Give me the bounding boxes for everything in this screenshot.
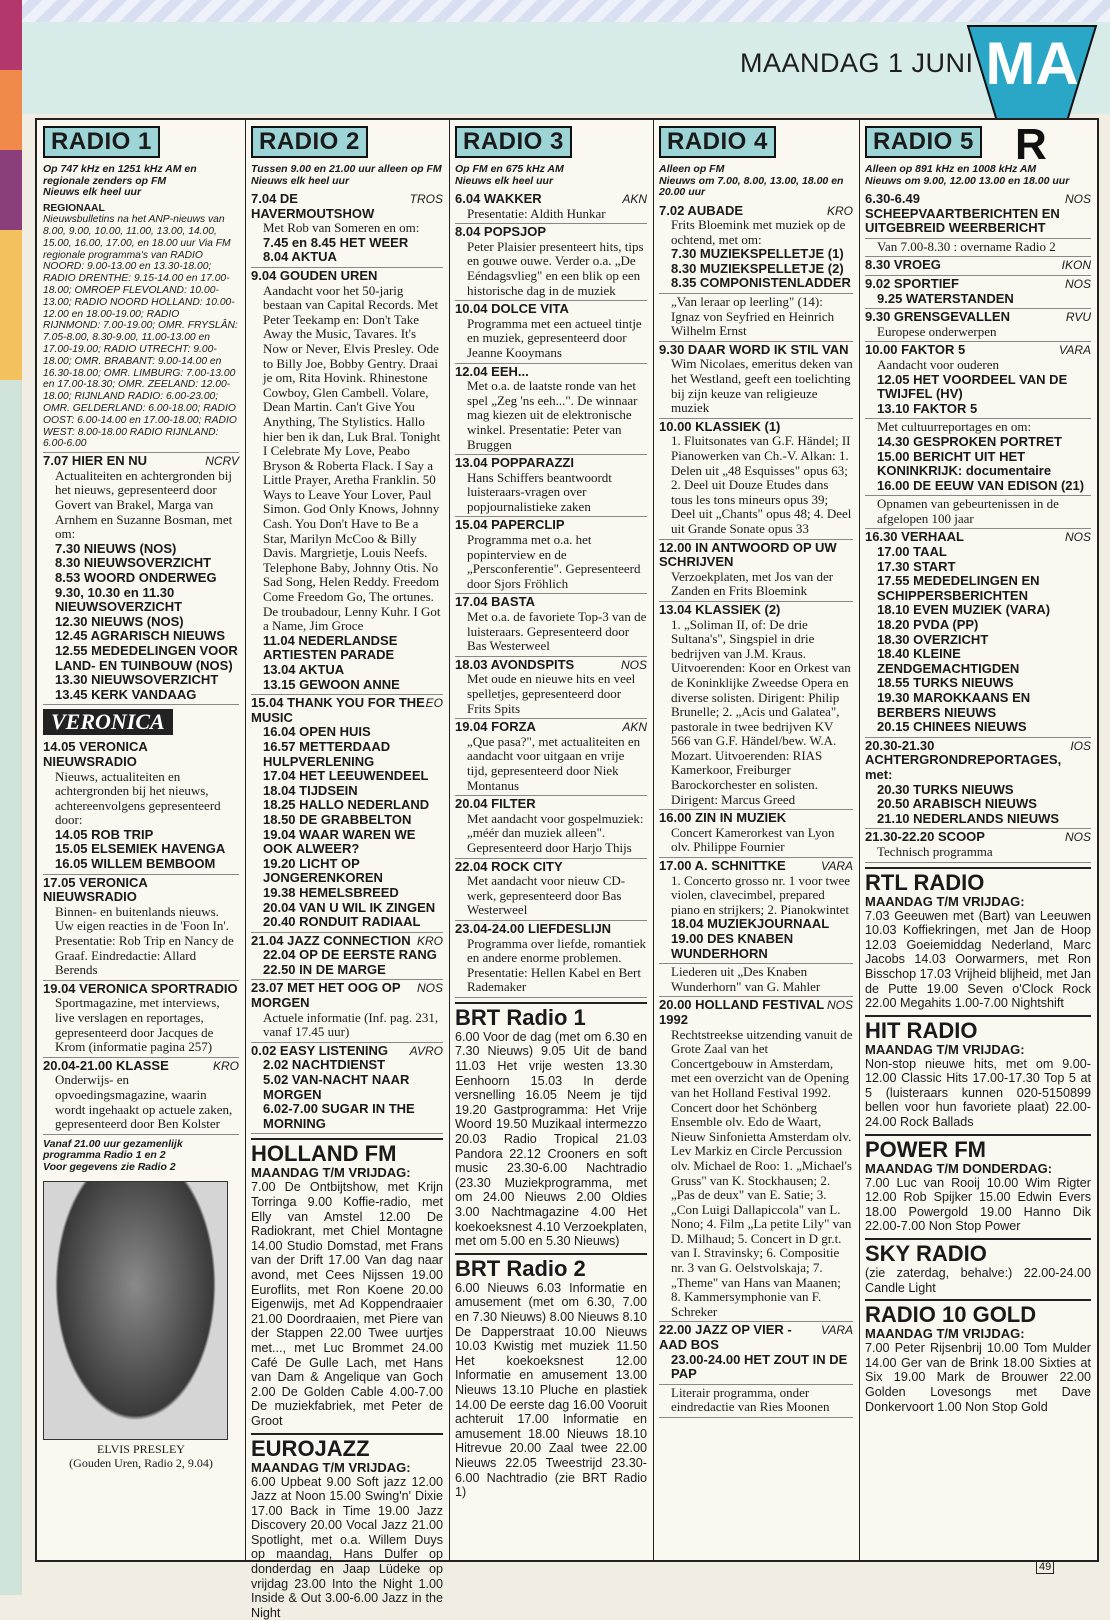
program-time-title: 7.04 DE HAVERMOUTSHOW bbox=[251, 192, 410, 221]
radio3-info: Op FM en 675 kHz AM Nieuws elk heel uur bbox=[455, 164, 647, 187]
program-description: Wim Nicolaes, emeritus deken van het Westland, geeft een toelichting bij zijn keuze van religieuze muziek bbox=[659, 357, 853, 415]
color-band bbox=[0, 0, 22, 1595]
program-entry bbox=[455, 455, 647, 517]
program-time-title: 22.04 ROCK CITY bbox=[455, 860, 563, 875]
r-badge: R bbox=[1015, 120, 1047, 170]
program-subitems: 7.45 en 8.45 HET WEER 8.04 AKTUA bbox=[251, 236, 443, 265]
program-entry bbox=[455, 921, 647, 998]
program-time-title: 12.04 EEH... bbox=[455, 365, 529, 380]
program-entry bbox=[251, 695, 443, 933]
program-entry bbox=[865, 419, 1091, 496]
broadcaster-tag: AVRO bbox=[410, 1044, 443, 1059]
holland-fm-title: HOLLAND FM bbox=[251, 1138, 443, 1166]
broadcaster-tag: VARA bbox=[821, 1323, 853, 1352]
program-subitems: 14.30 GESPROKEN PORTRET 15.00 BERICHT UIT HET KONINKRIJK: documentaire 16.00 DE EEUW VAN EDISON (21) bbox=[865, 435, 1091, 493]
brt2-title: BRT Radio 2 bbox=[455, 1253, 647, 1281]
radio3-entries bbox=[455, 191, 647, 998]
program-entry bbox=[455, 859, 647, 921]
radio3-title: RADIO 3 bbox=[455, 126, 572, 158]
program-subitems: 14.05 ROB TRIP 15.05 ELSEMIEK HAVENGA 16.05 WILLEM BEMBOOM bbox=[43, 828, 239, 872]
program-title bbox=[659, 1323, 853, 1352]
program-title bbox=[455, 192, 647, 207]
program-time-title: 17.00 A. SCHNITTKE bbox=[659, 859, 786, 874]
program-description: Programma met een actueel tintje en muziek, gepresenteerd door Jeanne Kooymans bbox=[455, 317, 647, 361]
program-description: Actuele informatie (Inf. pag. 231, vanaf 17.45 uur) bbox=[251, 1011, 443, 1040]
program-description: Peter Plaisier presenteert hits, tips en gouwe ouwe. Verder o.a. „De Eéndagsvlieg" en een blik op een historische dag in de muziek bbox=[455, 240, 647, 298]
program-description: Van 7.00-8.30 : overname Radio 2 bbox=[865, 240, 1091, 255]
broadcaster-tag: NOS bbox=[621, 658, 647, 673]
program-entry bbox=[659, 294, 853, 342]
program-time-title: 6.04 WAKKER bbox=[455, 192, 542, 207]
program-time-title: 20.04-21.00 KLASSE bbox=[43, 1059, 169, 1074]
program-entry bbox=[455, 657, 647, 719]
program-description: Aandacht voor ouderen bbox=[865, 358, 1091, 373]
program-entry bbox=[865, 309, 1091, 342]
program-title bbox=[455, 860, 647, 875]
radio5-entries bbox=[865, 191, 1091, 863]
program-time-title: 17.05 VERONICA NIEUWSRADIO bbox=[43, 876, 239, 905]
radio1-column bbox=[43, 126, 239, 1554]
hit-sub: MAANDAG T/M VRIJDAG: bbox=[865, 1043, 1091, 1057]
regional-text: Nieuwsbulletins na het ANP-nieuws van 8.00, 9.00, 10.00, 11.00, 13.00, 14.00, 15.00, 16.00, 17.00, en 18.00 uur Via FM regionale programma's van RADIO NOORD: 9.00-13.00 en 13.30-18.00; RADIO DRENTHE: 9.15-14.00 en 17.00-18.00; OMROEP FLEVOLAND: 10.00-13.00; RADIO NOORD HOLLAND: 10.00-12.00 en 18.00-19.00; RADIO RIJNMOND: 7.00-19.00; OMR. FRYSLÂN: 7.05-8.00, 8.30-9.00, 11.00-13.00 en 17.00-19.00; RADIO UTRECHT: 9.00-18.00; OMR. BRABANT: 9.00-14.00 en 16.30-18.00; OMR. LIMBURG: 7.00-13.00 en 17.00-18.30; OMR. ZEELAND: 12.00-18.00; RIJNLAND RADIO: 6.00-23.00; OMR. GELDERLAND: 6.00-18.00; RADIO OOST: 6.00-14.00 en 17.00-18.00; RADIO WEST: 8.00-18.00 RADIO RIJNLAND: 6.00-6.00 bbox=[43, 214, 238, 449]
broadcaster-tag: IOS bbox=[1070, 739, 1091, 783]
program-subitems: 2.02 NACHTDIENST 5.02 VAN-NACHT NAAR MORGEN 6.02-7.00 SUGAR IN THE MORNING bbox=[251, 1058, 443, 1131]
program-entry bbox=[865, 496, 1091, 529]
program-description: Sportmagazine, met interviews, live verslagen en reportages, gepresenteerd door Jacques de Krom (informatie pagina 257) bbox=[43, 996, 239, 1054]
rtl-sub: MAANDAG T/M VRIJDAG: bbox=[865, 895, 1091, 909]
radio1-note: Vanaf 21.00 uur gezamenlijk programma Radio 1 en 2 Voor gegevens zie Radio 2 bbox=[43, 1139, 239, 1174]
broadcaster-tag: KRO bbox=[827, 204, 853, 219]
program-time-title: 10.00 KLASSIEK (1) bbox=[659, 420, 780, 435]
program-entry bbox=[659, 342, 853, 419]
radio1-title: RADIO 1 bbox=[43, 126, 160, 158]
program-time-title: 10.04 DOLCE VITA bbox=[455, 302, 569, 317]
program-title bbox=[251, 696, 443, 725]
radio2-column bbox=[251, 126, 443, 1554]
broadcaster-tag: KRO bbox=[213, 1059, 239, 1074]
power-text: 7.00 Luc van Rooij 10.00 Wim Rigter 12.00 Rob Spijker 15.00 Edwin Evers 18.00 Powergold 19.00 Hanno Dik 22.00-7.00 Non Stop Power bbox=[865, 1176, 1091, 1234]
program-description: Binnen- en buitenlands nieuws. Uw eigen reacties in de 'Foon In'. Presentatie: Rob Trip en Nancy de Graaf. Eindredactie: Allard Berends bbox=[43, 905, 239, 978]
program-entry bbox=[659, 810, 853, 858]
program-entry bbox=[455, 364, 647, 456]
program-title bbox=[251, 192, 443, 221]
program-time-title: 16.00 ZIN IN MUZIEK bbox=[659, 811, 786, 826]
program-entry bbox=[455, 224, 647, 301]
program-entry bbox=[659, 419, 853, 540]
radio10-title: RADIO 10 GOLD bbox=[865, 1299, 1091, 1327]
program-time-title: 17.04 BASTA bbox=[455, 595, 535, 610]
program-title bbox=[455, 302, 647, 317]
program-title bbox=[43, 982, 239, 997]
program-description: „Que pasa?", met actualiteiten en aandacht voor uitgaan en vrije tijd, gepresenteerd door Niek Montanus bbox=[455, 735, 647, 793]
program-entry bbox=[659, 602, 853, 810]
brt1-title: BRT Radio 1 bbox=[455, 1002, 647, 1030]
program-description: Met Rob van Someren en om: bbox=[251, 221, 443, 236]
program-time-title: 6.30-6.49 SCHEEPVAARTBERICHTEN EN UITGEBREID WEERBERICHT bbox=[865, 192, 1065, 236]
program-description: Nieuws, actualiteiten en achtergronden bij het nieuws, achtereenvolgens gepresenteerd door: bbox=[43, 770, 239, 828]
program-description: 1. „Soliman II, of: De drie Sultana's", Singspiel in drie bedrijven van J.M. Kraus. Uitvoerenden: Koor en Orkest van de Koninklijke Zweedse Opera en diverse solisten. Dirigent: Philip Brunelle; 2. „Acis und Galatea", pastorale in twee bedrijven KV 566 van G.F. Händel/bew. W.A. Mozart. Uitvoerenden: RIAS Kamerkoor, Freiburger Barockorchester en solisten. Dirigent: Marcus Greed bbox=[659, 618, 853, 808]
veronica-logo: VERONICA bbox=[43, 709, 173, 735]
broadcaster-tag: NOS bbox=[1065, 277, 1091, 292]
program-description: „Van leraar op leerling" (14): Ignaz von Seyfried en Heinrich Wilhelm Ernst bbox=[659, 295, 853, 339]
program-entry bbox=[659, 1322, 853, 1384]
program-title bbox=[455, 595, 647, 610]
radio4-entries bbox=[659, 203, 853, 1419]
program-time-title: 7.02 AUBADE bbox=[659, 204, 743, 219]
radio4-column bbox=[659, 126, 853, 1554]
broadcaster-tag: RVU bbox=[1066, 310, 1091, 325]
program-title bbox=[659, 603, 853, 618]
program-time-title: 8.30 VROEG bbox=[865, 258, 941, 273]
program-title bbox=[659, 541, 853, 570]
eurojazz-text: 6.00 Upbeat 9.00 Soft jazz 12.00 Jazz at Noon 15.00 Swing'n' Dixie 17.00 Back in Time 19.00 Jazz Discovery 20.00 Vocal Jazz 21.00 Spotlight, met o.a. Willem Duys op maandag, Hans Dulfer op donderdag en Jaap Lüdeke op vrijdag 23.00 Into the Night 1.00 Inside & Out 3.00-6.00 Jazz in the Night bbox=[251, 1475, 443, 1620]
program-title bbox=[455, 225, 647, 240]
program-time-title: 15.04 PAPERCLIP bbox=[455, 518, 565, 533]
broadcaster-tag: VARA bbox=[1059, 343, 1091, 358]
program-subitems: 22.04 OP DE EERSTE RANG 22.50 IN DE MARGE bbox=[251, 948, 443, 977]
brt2-text: 6.00 Nieuws 6.03 Informatie en amusement (met om 6.30, 7.00 en 7.30 Nieuws) 8.00 Nieuws 8.10 De Dapperstraat 10.00 Nieuws 10.03 Kwistig met muziek 11.50 Het koekoeksnest 12.00 Informatie en amusement 13.00 Nieuws 13.10 Pluche en plastiek 14.00 De eerste dag 16.00 Vooruit achteruit 17.00 Informatie en amusement 18.00 Nieuws 18.10 Hitrevue 20.00 Zaal twee 22.00 Nieuws 22.05 Tweestrijd 23.30-6.00 Nachtradio (zie BRT Radio 1) bbox=[455, 1281, 647, 1500]
program-title bbox=[251, 981, 443, 1010]
program-title bbox=[865, 343, 1091, 358]
program-subitems: 12.05 HET VOORDEEL VAN DE TWIJFEL (HV) 13.10 FAKTOR 5 bbox=[865, 373, 1091, 417]
eurojazz-title: EUROJAZZ bbox=[251, 1433, 443, 1461]
broadcaster-tag: NOS bbox=[417, 981, 443, 1010]
program-description: Met oude en nieuwe hits en veel spelletjes, gepresenteerd door Frits Spits bbox=[455, 672, 647, 716]
program-entry bbox=[865, 239, 1091, 258]
program-subitems: 11.04 NEDERLANDSE ARTIESTEN PARADE 13.04 AKTUA 13.15 GEWOON ANNE bbox=[251, 634, 443, 692]
program-title bbox=[659, 204, 853, 219]
program-entry bbox=[455, 719, 647, 796]
program-subitems: 7.30 MUZIEKSPELLETJE (1) 8.30 MUZIEKSPELLETJE (2) 8.35 COMPONISTENLADDER bbox=[659, 247, 853, 291]
program-entry bbox=[251, 933, 443, 981]
program-description: 1. Fluitsonates van G.F. Händel; II Pianowerken van Ch.-V. Alkan: 1. Delen uit „48 Esquisses" opus 63; 2. Deel uit Douze Etudes dans tous les tons mineurs opus 39; Deel uit „Chants" opus 48; 4. Deel uit Grande Sonate opus 33 bbox=[659, 434, 853, 536]
program-title bbox=[865, 192, 1091, 236]
program-description: Onderwijs- en opvoedingsmagazine, waarin wordt ingehaakt op actuele zaken, gepresenteerd door Ben Kolster bbox=[43, 1073, 239, 1131]
program-title bbox=[43, 1059, 239, 1074]
program-time-title: 9.02 SPORTIEF bbox=[865, 277, 959, 292]
radio5-title: RADIO 5 bbox=[865, 126, 982, 158]
holland-fm-text: 7.00 De Ontbijtshow, met Krijn Torringa 9.00 Koffie-radio, met Elly van Amstel 12.00 De Radiokrant, met Chiel Montagne 14.00 Studio Domstad, met Frans van der Drift 17.00 Van dag naar avond, met Cees Nijssen 19.00 Euroflits, met Ron Koene 20.00 Eigenwijs, met Ad Koppendraaier 21.00 Doordraaien, met Piere van der Stappen 22.00 Twee uurtjes met..., met Luc Brommet 24.00 Café De Gulle Lach, met Hans van Dam & Angelique van Goch 2.00 De Golden Cable 4.00-7.00 De muziekfabriek, met Peter de Groot bbox=[251, 1180, 443, 1428]
program-title bbox=[455, 658, 647, 673]
program-entry bbox=[659, 858, 853, 964]
program-entry bbox=[43, 981, 239, 1058]
program-entry bbox=[865, 738, 1091, 830]
program-subitems: 17.00 TAAL 17.30 START 17.55 MEDEDELINGEN EN SCHIPPERSBERICHTEN 18.10 EVEN MUZIEK (VARA) 18.20 PVDA (PP) 18.30 OVERZICHT 18.40 KLEINE ZENDGEMACHTIGDEN 18.55 TURKS NIEUWS 19.30 MAROKKAANS EN BERBERS NIEUWS 20.15 CHINEES NIEUWS bbox=[865, 545, 1091, 735]
radio10-text: 7.00 Peter Rijsenbrij 10.00 Tom Mulder 14.00 Ger van de Brink 18.00 Sixties at Six 19.00 Mark de Brouwer 22.00 Golden Lovesongs met Dave Donkervoort 1.00 Non Stop Gold bbox=[865, 1341, 1091, 1414]
program-title bbox=[659, 811, 853, 826]
program-description: Aandacht voor het 50-jarig bestaan van Capital Records. Met Peter Teekamp en: Don't Take Away the Music, Tavares. It's Now or Never, Elvis Presley. Ode to Billy Joe, Bobby Gentry. Draai je om, Rita Hovink. Rhinestone Cowboy, Glen Cambell. Volare, Dean Martin. Can't Give You Anything, The Stylistics. Hallo hier ben ik dan, Luk Bral. Tonight I Celebrate My Love, Peabo Bryson & Roberta Flack. I Say a Little Prayer, Aretha Franklin. 50 Ways to Leave Your Lover, Paul Simon. God Only Knows, Johnny Cash. You Don't Have to Be a Star, Marilyn McCoo & Billy Davis. Margrietje, Louis Neefs. Telephone Baby, Johnny Otis. No Sad Song, Helen Reddy. Freedom Come Freedom Go, The ortunes. De troubadour, Lenny Kuhr. I Got a Name, Jim Groce bbox=[251, 284, 443, 634]
program-entry bbox=[251, 191, 443, 268]
program-description: Programma over liefde, romantiek en andere enorme problemen. Presentatie: Hellen Kabel en Bert Rademaker bbox=[455, 937, 647, 995]
program-time-title: 23.04-24.00 LIEFDESLIJN bbox=[455, 922, 611, 937]
radio2-entries bbox=[251, 191, 443, 1134]
program-title bbox=[865, 310, 1091, 325]
radio5-column bbox=[865, 126, 1091, 1554]
program-subitems: 23.00-24.00 HET ZOUT IN DE PAP bbox=[659, 1353, 853, 1382]
eurojazz-sub: MAANDAG T/M VRIJDAG: bbox=[251, 1461, 443, 1475]
program-time-title: 21.04 JAZZ CONNECTION bbox=[251, 934, 411, 949]
program-entry bbox=[455, 301, 647, 363]
listings-page bbox=[35, 118, 1099, 1562]
broadcaster-tag: NOS bbox=[1065, 530, 1091, 545]
program-title bbox=[251, 269, 443, 284]
ma-label: MA bbox=[985, 30, 1078, 97]
program-title bbox=[865, 530, 1091, 545]
brt1-text: 6.00 Voor de dag (met om 6.30 en 7.30 Nieuws) 9.05 Uit de band 11.03 Het vrije westen 13.30 Eenhoorn 15.03 In derde versnelling 16.05 Neem je tijd 19.20 Gastprogramma: Het Vrije Woord 19.50 Muzikaal intermezzo 20.03 Radio Tropical 21.03 Pandora 22.12 Crooners en soft music 23.30-6.00 Nachtradio (23.30 Muziekprogramma, met om 24.00 Nieuws 2.00 Oldies 3.00 Nachtmagazine 4.00 Het koekoeksnest 4.10 Verzoekplaten, met om 5.00 en 5.30 Nieuws) bbox=[455, 1030, 647, 1249]
program-description: Liederen uit „Des Knaben Wunderhorn" van G. Mahler bbox=[659, 965, 853, 994]
program-title bbox=[865, 277, 1091, 292]
program-entry bbox=[659, 964, 853, 997]
radio2-title: RADIO 2 bbox=[251, 126, 368, 158]
program-entry bbox=[251, 1043, 443, 1135]
program-subitems: 18.04 MUZIEKJOURNAAL 19.00 DES KNABEN WUNDERHORN bbox=[659, 917, 853, 961]
program-time-title: 12.00 IN ANTWOORD OP UW SCHRIJVEN bbox=[659, 541, 853, 570]
hit-title: HIT RADIO bbox=[865, 1015, 1091, 1043]
program-title bbox=[455, 797, 647, 812]
program-title bbox=[455, 365, 647, 380]
radio4-info: Alleen op FM Nieuws om 7.00, 8.00, 13.00, 18.00 en 20.00 uur bbox=[659, 164, 853, 199]
program-time-title: 20.00 HOLLAND FESTIVAL 1992 bbox=[659, 998, 827, 1027]
program-description: Met o.a. de laatste ronde van het spel „Zeg 'ns eeh...". De winnaar mag kiezen uit de elektronische winkel. Presentatie: Peter van Bruggen bbox=[455, 379, 647, 452]
program-description: Literair programma, onder eindredactie van Ries Moonen bbox=[659, 1386, 853, 1415]
program-entry bbox=[865, 342, 1091, 419]
program-description: Opnamen van gebeurtenissen in de afgelopen 100 jaar bbox=[865, 497, 1091, 526]
radio3-column bbox=[455, 126, 647, 1554]
program-description: 1. Concerto grosso nr. 1 voor twee violen, clavecimbel, prepared piano en strijkers; 2. Pianokwintet bbox=[659, 874, 853, 918]
broadcaster-tag: IKON bbox=[1062, 258, 1091, 273]
program-time-title: 22.00 JAZZ OP VIER - AAD BOS bbox=[659, 1323, 821, 1352]
program-entry bbox=[865, 276, 1091, 309]
program-time-title: 9.30 GRENSGEVALLEN bbox=[865, 310, 1010, 325]
program-description: Actualiteiten en achtergronden bij het nieuws, gepresenteerd door Govert van Brakel, Marga van Arnhem en Suzanne Bosman, met om: bbox=[43, 469, 239, 542]
program-entry bbox=[865, 257, 1091, 276]
program-time-title: 9.04 GOUDEN UREN bbox=[251, 269, 377, 284]
program-title bbox=[865, 739, 1091, 783]
program-title bbox=[251, 1044, 443, 1059]
program-time-title: 13.04 POPPARAZZI bbox=[455, 456, 574, 471]
program-title bbox=[251, 934, 443, 949]
program-time-title: 23.07 MET HET OOG OP MORGEN bbox=[251, 981, 417, 1010]
program-time-title: 20.04 FILTER bbox=[455, 797, 536, 812]
program-subitems: 9.25 WATERSTANDEN bbox=[865, 292, 1091, 307]
program-description: Hans Schiffers beantwoordt luisteraars-vragen over popjournalistieke zaken bbox=[455, 471, 647, 515]
program-description: Met o.a. de favoriete Top-3 van de luisteraars. Gepresenteerd door Bas Westerweel bbox=[455, 610, 647, 654]
program-time-title: 0.02 EASY LISTENING bbox=[251, 1044, 388, 1059]
program-entry bbox=[659, 203, 853, 295]
program-description: Met aandacht voor gospelmuziek: „méér dan muziek alleen". Gepresenteerd door Harjo Thijs bbox=[455, 812, 647, 856]
program-title bbox=[455, 922, 647, 937]
program-entry bbox=[865, 191, 1091, 239]
program-description: Concert Kamerorkest van Lyon olv. Philippe Fournier bbox=[659, 826, 853, 855]
program-description: Europese onderwerpen bbox=[865, 325, 1091, 340]
broadcaster-tag: NCRV bbox=[205, 454, 239, 469]
broadcaster-tag: AKN bbox=[622, 720, 647, 735]
program-time-title: 10.00 FAKTOR 5 bbox=[865, 343, 965, 358]
hit-text: Non-stop nieuwe hits, met om 9.00-12.00 Classic Hits 17.00-17.30 Top 5 at 5 (luisteraars kunnen 020-5150899 bellen voor hun favoriete plaat) 22.00-24.00 Rock Ballads bbox=[865, 1057, 1091, 1130]
broadcaster-tag: NOS bbox=[1065, 192, 1091, 236]
radio1-regional bbox=[43, 203, 239, 454]
program-title bbox=[865, 830, 1091, 845]
program-title bbox=[455, 518, 647, 533]
holland-fm-sub: MAANDAG T/M VRIJDAG: bbox=[251, 1166, 443, 1180]
program-title bbox=[865, 258, 1091, 273]
program-time-title: 14.05 VERONICA NIEUWSRADIO bbox=[43, 740, 239, 769]
program-entry bbox=[455, 594, 647, 656]
program-time-title: 13.04 KLASSIEK (2) bbox=[659, 603, 780, 618]
broadcaster-tag: EO bbox=[426, 696, 443, 725]
program-entry bbox=[455, 517, 647, 594]
program-time-title: 9.30 DAAR WORD IK STIL VAN bbox=[659, 343, 848, 358]
program-entry bbox=[455, 191, 647, 224]
top-strip bbox=[0, 0, 1110, 22]
page-number: 49 bbox=[1036, 1560, 1054, 1574]
radio10-sub: MAANDAG T/M VRIJDAG: bbox=[865, 1327, 1091, 1341]
broadcaster-tag: NOS bbox=[1065, 830, 1091, 845]
program-entry bbox=[865, 529, 1091, 737]
broadcaster-tag: AKN bbox=[622, 192, 647, 207]
program-title bbox=[659, 343, 853, 358]
broadcaster-tag: NOS bbox=[827, 998, 853, 1027]
program-time-title: 15.04 THANK YOU FOR THE MUSIC bbox=[251, 696, 426, 725]
program-title bbox=[43, 454, 239, 469]
program-title bbox=[43, 740, 239, 769]
program-title bbox=[659, 859, 853, 874]
program-time-title: 19.04 FORZA bbox=[455, 720, 536, 735]
program-entry bbox=[43, 739, 239, 874]
program-entry bbox=[659, 1385, 853, 1418]
radio4-title: RADIO 4 bbox=[659, 126, 776, 158]
program-entry bbox=[455, 796, 647, 858]
program-entry bbox=[659, 540, 853, 602]
program-time-title: 18.03 AVONDSPITS bbox=[455, 658, 574, 673]
radio2-info: Tussen 9.00 en 21.00 uur alleen op FM Nieuws elk heel uur bbox=[251, 164, 443, 187]
program-description: Met cultuurreportages en om: bbox=[865, 420, 1091, 435]
radio5-info: Alleen op 891 kHz en 1008 kHz AM Nieuws om 9.00, 12.00 13.00 en 18.00 uur bbox=[865, 164, 1091, 187]
elvis-photo bbox=[43, 1181, 228, 1440]
program-description: Verzoekplaten, met Jos van der Zanden en Frits Bloemink bbox=[659, 570, 853, 599]
sky-title: SKY RADIO bbox=[865, 1238, 1091, 1266]
power-sub: MAANDAG T/M DONDERDAG: bbox=[865, 1162, 1091, 1176]
radio1-info: Op 747 kHz en 1251 kHz AM en regionale zenders op FM Nieuws elk heel uur bbox=[43, 164, 239, 199]
program-time-title: 8.04 POPSJOP bbox=[455, 225, 546, 240]
radio1-entries-veronica bbox=[43, 739, 239, 1134]
program-subitems: 16.04 OPEN HUIS 16.57 METTERDAAD HULPVERLENING 17.04 HET LEEUWENDEEL 18.04 TIJDSEIN 18.25 HALLO NEDERLAND 18.50 DE GRABBELTON 19.04 WAAR WAREN WE OOK ALWEER? 19.20 LICHT OP JONGERENKOREN 19.38 HEMELSBREED 20.04 VAN U WIL IK ZINGEN 20.40 RONDUIT RADIAAL bbox=[251, 725, 443, 929]
program-time-title: 16.30 VERHAAL bbox=[865, 530, 964, 545]
rtl-title: RTL RADIO bbox=[865, 867, 1091, 895]
program-title bbox=[659, 998, 853, 1027]
radio1-entries bbox=[43, 453, 239, 705]
program-subitems: 7.30 NIEUWS (NOS) 8.30 NIEUWSOVERZICHT 8.53 WOORD ONDERWEG 9.30, 10.30 en 11.30 NIEUWSOVERZICHT 12.30 NIEUWS (NOS) 12.45 AGRARISCH NIEUWS 12.55 MEDEDELINGEN VOOR LAND- EN TUINBOUW (NOS) 13.30 NIEUWSOVERZICHT 13.45 KERK VANDAAG bbox=[43, 542, 239, 703]
program-description: Rechtstreekse uitzending vanuit de Grote Zaal van het Concertgebouw in Amsterdam, met een overzicht van de Opening van het Holland Festival 1992. Concert door het Schönberg Ensemble olv. Edo de Waart, Nieuw Sinfonietta Amsterdam olv. Lev Markiz en Circle Percussion olv. Michael de Roo: 1. „Michael's Gruss" van K. Stockhausen; 2. „Pas de deux" van E. Satie; 3. „Con Luigi Dallapiccola" van L. Nono; 4. Film „La petite Lily" van D. Milhaud; 5. Concert in D gr.t. van I. Stravinsky; 6. Compositie nr. 3 van G. Oelstvolskaja; 7. „Theme" van Hans van Maanen; 8. Kammersymphonie van F. Schreker bbox=[659, 1028, 853, 1320]
regional-title: REGIONAAL bbox=[43, 203, 105, 214]
program-description: Technisch programma bbox=[865, 845, 1091, 860]
program-time-title: 21.30-22.20 SCOOP bbox=[865, 830, 985, 845]
program-entry bbox=[865, 829, 1091, 862]
program-entry bbox=[43, 875, 239, 981]
program-time-title: 19.04 VERONICA SPORTRADIO bbox=[43, 982, 238, 997]
program-entry bbox=[43, 1058, 239, 1135]
program-description: Programma met o.a. het popinterview en de „Persconferentie". Gepresenteerd door Sjors Fröhlich bbox=[455, 533, 647, 591]
broadcaster-tag: KRO bbox=[417, 934, 443, 949]
program-title bbox=[43, 876, 239, 905]
program-title bbox=[455, 720, 647, 735]
program-title bbox=[455, 456, 647, 471]
rtl-text: 7.03 Geeuwen met (Bart) van Leeuwen 10.03 Koffiekringen, met Jan de Hoop 12.03 Goeiemiddag Nederland, Marc Jacobs 14.03 Oorwarmers, met Ron Bisschop 17.03 Vrijheid blijheid, met Jan de Putte 19.00 Seven o'Clock Rock 22.00 Megahits 1.00-7.00 Nightshift bbox=[865, 909, 1091, 1011]
program-description: Met aandacht voor nieuw CD-werk, gepresenteerd door Bas Westerweel bbox=[455, 874, 647, 918]
sky-text: (zie zaterdag, behalve:) 22.00-24.00 Candle Light bbox=[865, 1266, 1091, 1295]
program-entry bbox=[251, 268, 443, 695]
program-time-title: 20.30-21.30 ACHTERGRONDREPORTAGES, met: bbox=[865, 739, 1070, 783]
broadcaster-tag: TROS bbox=[410, 192, 443, 221]
broadcaster-tag: VARA bbox=[821, 859, 853, 874]
page-date: MAANDAG 1 JUNI bbox=[740, 48, 974, 79]
program-entry bbox=[659, 997, 853, 1322]
program-description: Presentatie: Aldith Hunkar bbox=[455, 207, 647, 222]
power-title: POWER FM bbox=[865, 1134, 1091, 1162]
program-entry bbox=[251, 980, 443, 1042]
program-title bbox=[659, 420, 853, 435]
program-description: Frits Bloemink met muziek op de ochtend, met om: bbox=[659, 218, 853, 247]
program-time-title: 7.07 HIER EN NU bbox=[43, 454, 147, 469]
photo-caption: ELVIS PRESLEY (Gouden Uren, Radio 2, 9.04) bbox=[43, 1442, 239, 1470]
program-entry bbox=[43, 453, 239, 705]
program-subitems: 20.30 TURKS NIEUWS 20.50 ARABISCH NIEUWS 21.10 NEDERLANDS NIEUWS bbox=[865, 783, 1091, 827]
